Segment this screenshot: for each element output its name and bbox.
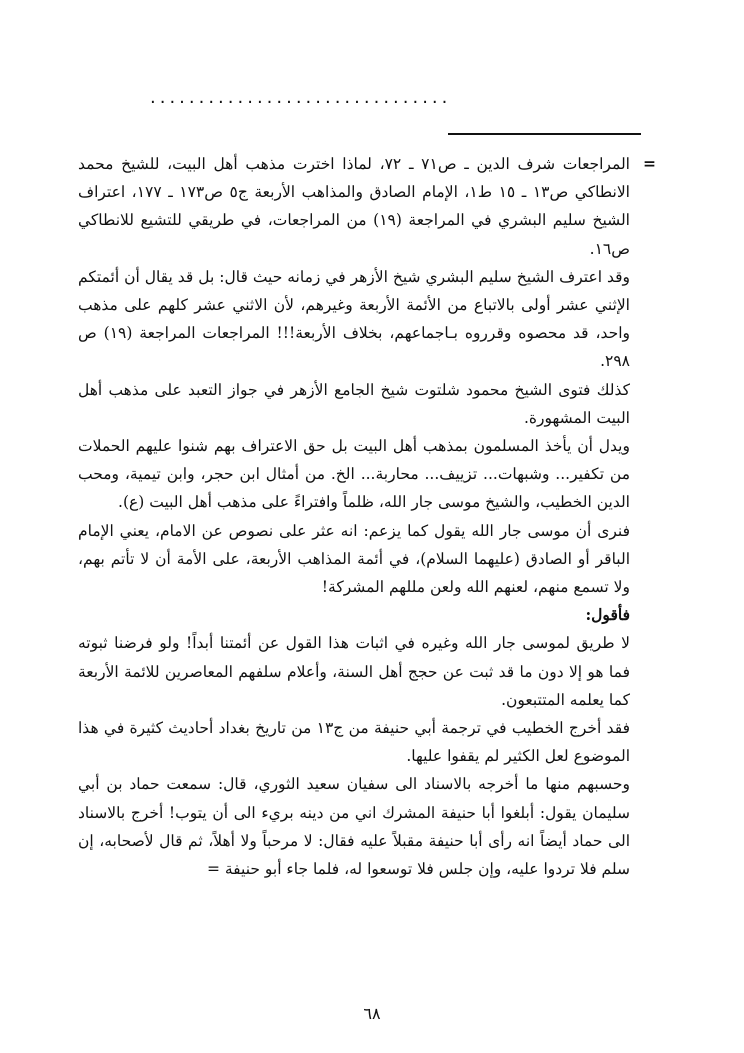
footnote-paragraph-hammad: وحسبهم منها ما أخرجه بالاسناد الى سفيان سعيد الثوري، قال: سمعت حماد بن أبي سليمان يقول: أبلغوا أبا حنيفة المشرك اني من دينه بريء الى أن يتوب! أخرج بالاسناد الى حماد أيضاً انه رأى أبا حنيفة مقبلاً عليه فقال: لا مرحباً ولا أهلاً، ثم قال لأصحابه، إن سلم فلا تردوا عليه، وإن جلس فلا توسعوا له، فلما جاء أبو حنيفة = xyxy=(78,775,630,879)
footnote-paragraph-reply: لا طريق لموسى جار الله وغيره في اثبات هذا القول عن أئمتنا أبداً! ولو فرضنا ثبوته فما هو إلا دون ما قد ثبت عن حجج أهل السنة، وأعلام سلفهم المعاصرين للائمة الأربعة كما يعلمه المتتبعون. xyxy=(78,634,630,709)
footnote-paragraph-shaltut: كذلك فتوى الشيخ محمود شلتوت شيخ الجامع الأزهر في جواز التعبد على مذهب أهل البيت المشهورة. xyxy=(78,380,630,427)
footnote-rule xyxy=(448,133,641,135)
footnote-paragraph-campaigns: ويدل أن يأخذ المسلمون بمذهب أهل البيت بل حق الاعتراف بهم شنوا عليهم الحملات من تكفير... وشبهات... تزييف... محاربة... الخ. من أمثال ابن حجر، وابن تيمية، ومحب الدين الخطيب، والشيخ موسى جار الله، ظلماً وافتراءً على مذهب أهل البيت (ع). xyxy=(78,437,630,512)
footnote-paragraph-khatib: فقد أخرج الخطيب في ترجمة أبي حنيفة من ج١٣ من تاريخ بغداد أحاديث كثيرة في هذا الموضوع لعل الكثير لم يقفوا عليها. xyxy=(78,719,630,766)
footnote-paragraph-references: = المراجعات شرف الدين ـ ص٧١ ـ ٧٢، لماذا اخترت مذهب أهل البيت، للشيخ محمد الانطاكي ص١٣ ـ ١٥ ط١، الإمام الصادق والمذاهب الأربعة ج٥ ص١٧٣ ـ ١٧٧، اعتراف الشيخ سليم البشري في المراجعة (١٩) من المراجعات، في طريقي للتشيع للانطاكي ص١٦. xyxy=(78,150,630,263)
footnote-paragraph-bishri: وقد اعترف الشيخ سليم البشري شيخ الأزهر في زمانه حيث قال: بل قد يقال أن أئمتكم الإثني عشر أولى بالاتباع من الأئمة الأربعة وغيرهم، لأن الاثني عشر كلهم على مذهب واحد، قد محصوه وقرروه بـاجماعهم، بخلاف الأربعة!!! المراجعات المراجعة (١٩) ص ٢٩٨. xyxy=(78,267,630,371)
page-number: ٦٨ xyxy=(363,1004,381,1023)
separator-dots: ............................... xyxy=(150,88,452,108)
footnote-text xyxy=(78,150,630,883)
footnote-paragraph-musa: فنرى أن موسى جار الله يقول كما يزعم: انه عثر على نصوص عن الامام، يعني الإمام الباقر أو الصادق (عليهما السلام)، في أئمة المذاهب الأربعة، على الأمة أن لا تأتم بهم، ولا تسمع منهم، لعنهم الله ولعن مللهم المشركة! xyxy=(78,521,630,597)
footnote-subhead: فأقول: xyxy=(585,605,630,625)
